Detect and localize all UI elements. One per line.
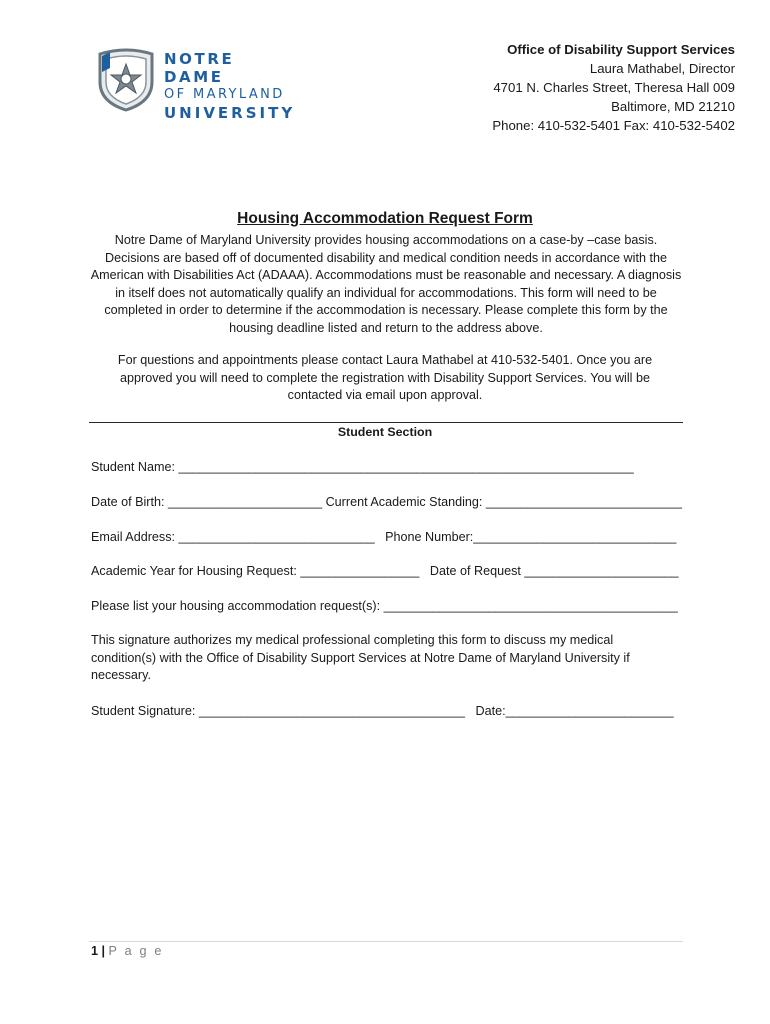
university-logo (96, 44, 296, 122)
intro-paragraph: Notre Dame of Maryland University provides housing accommodations on a case-by –case basis. Decisions are based off of documented disability and medical condition needs in accordance with the American with Disabilities Act (ADAAA). Accommodations must be reasonable and necessary. A diagnosis in itself does not automatically qualify an individual for accommodations. This form will need to be completed in order to determine if the accommodation is necessary. Please complete this form by the housing deadline listed and return to the address above. (90, 233, 682, 335)
student-name-field[interactable]: Student Name: _________________________________________________________________ (91, 460, 634, 474)
office-address-block (492, 40, 735, 135)
office-name: Office of Disability Support Services (507, 42, 735, 57)
page-footer (91, 944, 164, 958)
page-number: 1 (91, 944, 99, 958)
student-section-title: Student Section (337, 425, 433, 439)
email-phone-field[interactable]: Email Address: ____________________________ Phone Number:_____________________________ (91, 530, 677, 544)
logo-line-1: NOTRE DAME (164, 50, 235, 86)
logo-line-2: OF MARYLAND (164, 87, 285, 102)
page-separator: | (101, 944, 106, 958)
dob-standing-field[interactable]: Date of Birth: ______________________ Current Academic Standing: ____________________________ (91, 495, 683, 509)
accommodation-request-field[interactable]: Please list your housing accommodation request(s): __________________________________________ (91, 599, 678, 613)
office-director: Laura Mathabel, Director (589, 61, 735, 76)
office-city: Baltimore, MD 21210 (611, 99, 735, 114)
contact-paragraph: For questions and appointments please contact Laura Mathabel at 410-532-5401. Once you are approved you will need to complete the registration with Disability Support Services. You will be contacted via email upon approval. (117, 353, 653, 402)
form-title: Housing Accommodation Request Form (237, 210, 533, 227)
university-seal-icon (96, 48, 156, 112)
office-phone-fax: Phone: 410-532-5401 Fax: 410-532-5402 (492, 118, 735, 133)
signature-date-field[interactable]: Student Signature: ______________________________________ Date:________________________ (91, 704, 674, 718)
logo-line-3: UNIVERSITY (164, 104, 296, 122)
section-divider (89, 422, 683, 423)
year-date-field[interactable]: Academic Year for Housing Request: _________________ Date of Request ______________________ (91, 564, 679, 578)
page-label: P a g e (108, 944, 164, 958)
office-street: 4701 N. Charles Street, Theresa Hall 009 (493, 80, 735, 95)
footer-divider (89, 941, 683, 942)
authorization-paragraph: This signature authorizes my medical professional completing this form to discuss my medical condition(s) with the Office of Disability Support Services at Notre Dame of Maryland University if necessary. (91, 633, 630, 682)
